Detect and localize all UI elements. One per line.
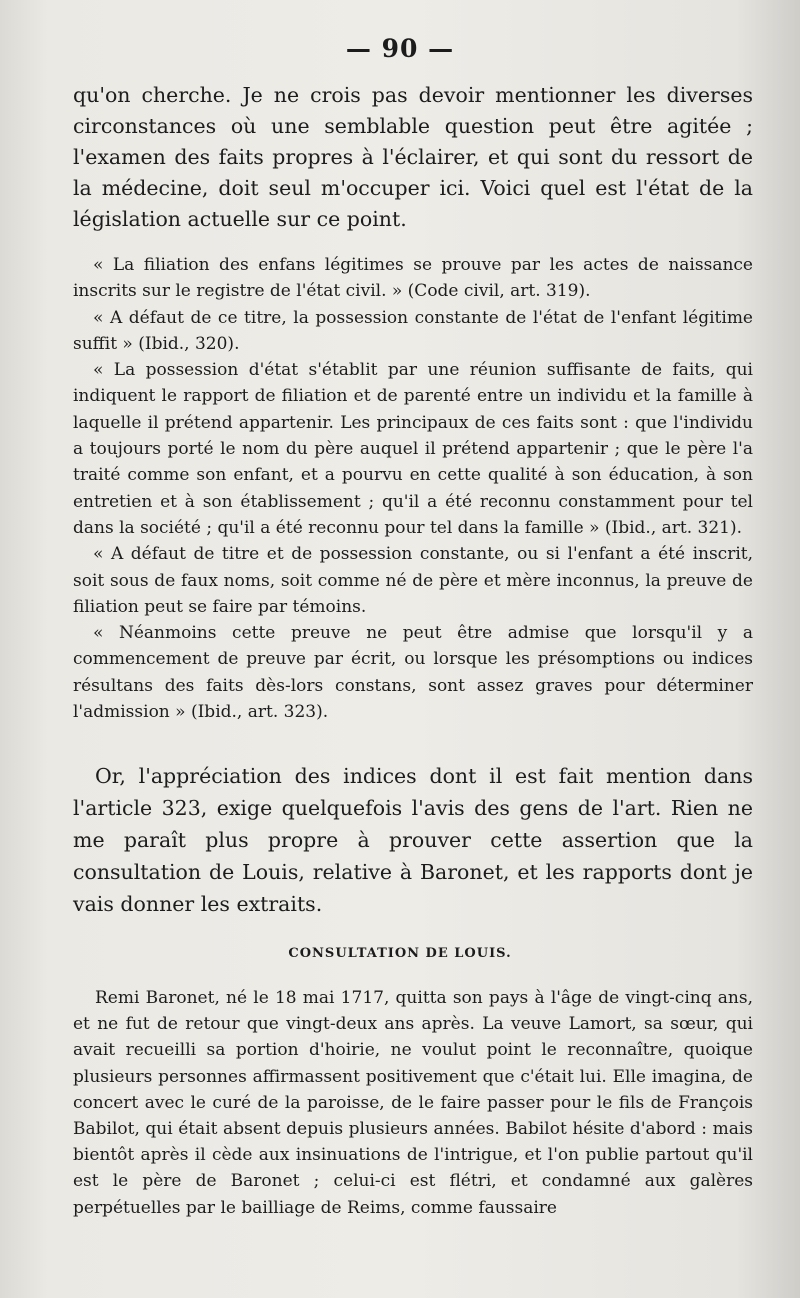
body-paragraph [73, 985, 753, 1221]
main-paragraph [73, 760, 753, 920]
legal-quotes [73, 252, 753, 725]
page-number: — 90 — [345, 34, 455, 63]
quote-temoins: « A défaut de titre et de possession constante, ou si l'enfant a été inscrit, soit sous de faux noms, soit comme né de père et mère inconnus, la preuve de filiation peut se faire par témoins. [73, 544, 753, 617]
quote-art-323: « Néanmoins cette preuve ne peut être admise que lorsqu'il y a commencement de preuve par écrit, ou lorsque les présomptions ou indices résultans des faits dès-lors constans, sont assez graves pour déterminer l'admission » (Ibid., art. 323). [73, 623, 753, 723]
main-text: Or, l'appréciation des indices dont il est fait mention dans l'article 323, exige quelquefois l'avis des gens de l'art. Rien ne me paraît plus propre à prouver cette assertion que la consultation de Louis, relative à Baronet, et les rapports dont je vais donner les extraits. [73, 764, 753, 916]
quote-art-320: « A défaut de ce titre, la possession constante de l'état de l'enfant légitime suffit » (Ibid., 320). [73, 307, 753, 354]
quote-art-321: « La possession d'état s'établit par une réunion suffisante de faits, qui indiquent le rapport de filiation et de parenté entre un individu et la famille à laquelle il prétend appartenir. Les principaux de ces faits sont : que l'individu a toujours porté le nom du père auquel il prétend appartenir ; que le père l'a traité comme son enfant, et a pourvu en cette qualité à son éducation, à son entretien et à son établissement ; qu'il a été reconnu constamment pour tel dans la société ; qu'il a été reconnu pour tel dans la famille » (Ibid., art. 321). [73, 360, 753, 538]
quote-art-319: « La filiation des enfans légitimes se prouve par les actes de naissance inscrits sur le registre de l'état civil. » (Code civil, art. 319). [73, 255, 753, 302]
body-text: Remi Baronet, né le 18 mai 1717, quitta son pays à l'âge de vingt-cinq ans, et ne fut de retour que vingt-deux ans après. La veuve Lamort, sa sœur, qui avait recueilli sa portion d'hoirie, ne voulut point le reconnaître, quoique plusieurs personnes affirmassent positivement que c'était lui. Elle imagina, de concert avec le curé de la paroisse, de le faire passer pour le fils de François Babilot, qui était absent depuis plusieurs années. Babilot hésite d'abord : mais bientôt après il cède aux insinuations de l'intrigue, et l'on publie partout qu'il est le père de Baronet ; celui-ci est flétri, et condamné aux galères perpétuelles par le bailliage de Reims, comme faussaire [73, 988, 753, 1218]
section-heading: CONSULTATION DE LOUIS. [288, 946, 512, 961]
intro-paragraph [73, 80, 753, 235]
intro-text: qu'on cherche. Je ne crois pas devoir mentionner les diverses circonstances où une semblable question peut être agitée ; l'examen des faits propres à l'éclairer, et qui sont du ressort de la médecine, doit seul m'occuper ici. Voici quel est l'état de la législation actuelle sur ce point. [73, 83, 753, 231]
